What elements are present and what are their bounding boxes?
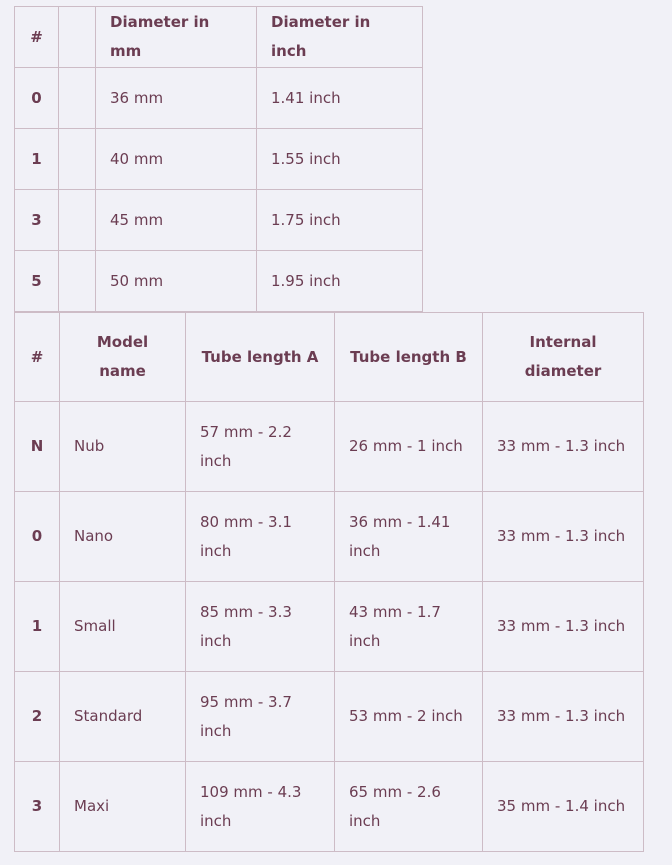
cell-tube-length-b: 26 mm - 1 inch [335, 402, 483, 492]
table-row [15, 672, 644, 762]
cell-diameter-inch: 1.55 inch [257, 129, 423, 190]
models-table [14, 312, 644, 852]
header-blank [59, 7, 96, 68]
table-row [15, 492, 644, 582]
cell-number: 3 [15, 762, 60, 852]
table-row [15, 190, 423, 251]
models-table-header-row [15, 313, 644, 402]
cell-tube-length-b: 53 mm - 2 inch [335, 672, 483, 762]
cell-diameter-mm: 36 mm [96, 68, 257, 129]
table-row [15, 582, 644, 672]
cell-tube-length-b: 43 mm - 1.7 inch [335, 582, 483, 672]
cell-number: 1 [15, 582, 60, 672]
cell-number: 1 [15, 129, 59, 190]
diameter-table [14, 6, 423, 312]
header-tube-length-a: Tube length A [186, 313, 335, 402]
cell-number: 0 [15, 492, 60, 582]
cell-blank [59, 251, 96, 312]
cell-model-name: Nano [60, 492, 186, 582]
cell-diameter-mm: 40 mm [96, 129, 257, 190]
cell-diameter-mm: 50 mm [96, 251, 257, 312]
cell-blank [59, 129, 96, 190]
header-diameter-mm: Diameter in mm [96, 7, 257, 68]
cell-model-name: Standard [60, 672, 186, 762]
cell-tube-length-a: 95 mm - 3.7 inch [186, 672, 335, 762]
cell-tube-length-a: 80 mm - 3.1 inch [186, 492, 335, 582]
cell-diameter-inch: 1.41 inch [257, 68, 423, 129]
table-row [15, 762, 644, 852]
cell-internal-diameter: 35 mm - 1.4 inch [483, 762, 644, 852]
table-row [15, 68, 423, 129]
cell-number: N [15, 402, 60, 492]
cell-number: 0 [15, 68, 59, 129]
cell-tube-length-b: 36 mm - 1.41 inch [335, 492, 483, 582]
cell-internal-diameter: 33 mm - 1.3 inch [483, 492, 644, 582]
cell-number: 5 [15, 251, 59, 312]
header-model-name: Model name [60, 313, 186, 402]
table-row [15, 251, 423, 312]
cell-diameter-inch: 1.75 inch [257, 190, 423, 251]
header-number: # [15, 7, 59, 68]
header-internal-diameter: Internal diameter [483, 313, 644, 402]
cell-model-name: Small [60, 582, 186, 672]
cell-model-name: Nub [60, 402, 186, 492]
cell-number: 3 [15, 190, 59, 251]
diameter-table-header-row [15, 7, 423, 68]
cell-internal-diameter: 33 mm - 1.3 inch [483, 402, 644, 492]
cell-diameter-mm: 45 mm [96, 190, 257, 251]
cell-tube-length-a: 109 mm - 4.3 inch [186, 762, 335, 852]
cell-blank [59, 190, 96, 251]
cell-diameter-inch: 1.95 inch [257, 251, 423, 312]
header-tube-length-b: Tube length B [335, 313, 483, 402]
cell-tube-length-b: 65 mm - 2.6 inch [335, 762, 483, 852]
header-diameter-inch: Diameter in inch [257, 7, 423, 68]
cell-blank [59, 68, 96, 129]
cell-number: 2 [15, 672, 60, 762]
cell-tube-length-a: 57 mm - 2.2 inch [186, 402, 335, 492]
cell-internal-diameter: 33 mm - 1.3 inch [483, 672, 644, 762]
cell-tube-length-a: 85 mm - 3.3 inch [186, 582, 335, 672]
table-row [15, 129, 423, 190]
table-row [15, 402, 644, 492]
cell-model-name: Maxi [60, 762, 186, 852]
cell-internal-diameter: 33 mm - 1.3 inch [483, 582, 644, 672]
header-number: # [15, 313, 60, 402]
